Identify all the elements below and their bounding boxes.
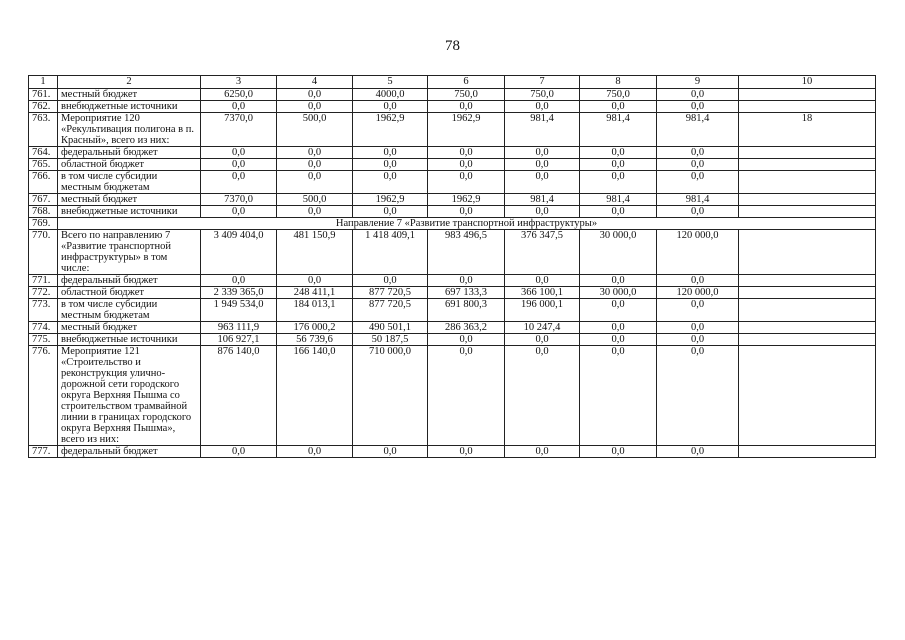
value-cell: 750,0 <box>428 89 505 101</box>
column-header: 2 <box>58 76 201 89</box>
row-number: 761. <box>29 89 58 101</box>
value-cell: 0,0 <box>657 346 739 446</box>
row-label: Всего по направлению 7 «Развитие транспортной инфраструктуры» в том числе: <box>58 230 201 275</box>
value-cell: 981,4 <box>657 113 739 147</box>
value-cell: 196 000,1 <box>505 299 580 322</box>
value-cell: 0,0 <box>505 171 580 194</box>
budget-table <box>28 75 876 458</box>
value-cell: 691 800,3 <box>428 299 505 322</box>
row-number: 763. <box>29 113 58 147</box>
table-row <box>29 194 876 206</box>
row-label: Мероприятие 120 «Рекультивация полигона в п. Красный», всего из них: <box>58 113 201 147</box>
value-cell: 877 720,5 <box>353 299 428 322</box>
table-row <box>29 101 876 113</box>
value-cell: 0,0 <box>277 89 353 101</box>
value-cell: 0,0 <box>201 171 277 194</box>
row-number: 771. <box>29 275 58 287</box>
column-header: 3 <box>201 76 277 89</box>
value-cell: 0,0 <box>580 346 657 446</box>
value-cell: 0,0 <box>277 171 353 194</box>
value-cell: 0,0 <box>580 299 657 322</box>
value-cell: 981,4 <box>580 194 657 206</box>
row-label: в том числе субсидии местным бюджетам <box>58 171 201 194</box>
value-cell: 0,0 <box>580 147 657 159</box>
value-cell: 0,0 <box>505 206 580 218</box>
value-cell: 50 187,5 <box>353 334 428 346</box>
value-cell: 697 133,3 <box>428 287 505 299</box>
value-cell: 0,0 <box>657 322 739 334</box>
value-cell: 963 111,9 <box>201 322 277 334</box>
table-row <box>29 322 876 334</box>
value-cell <box>739 275 876 287</box>
value-cell: 2 339 365,0 <box>201 287 277 299</box>
column-header: 1 <box>29 76 58 89</box>
value-cell: 120 000,0 <box>657 287 739 299</box>
row-label: внебюджетные источники <box>58 101 201 113</box>
row-number: 766. <box>29 171 58 194</box>
value-cell: 0,0 <box>428 446 505 458</box>
value-cell: 876 140,0 <box>201 346 277 446</box>
column-header: 10 <box>739 76 876 89</box>
value-cell: 0,0 <box>505 101 580 113</box>
value-cell: 1 949 534,0 <box>201 299 277 322</box>
value-cell: 248 411,1 <box>277 287 353 299</box>
value-cell: 0,0 <box>353 446 428 458</box>
value-cell: 490 501,1 <box>353 322 428 334</box>
value-cell: 0,0 <box>353 275 428 287</box>
value-cell: 0,0 <box>201 206 277 218</box>
column-header: 6 <box>428 76 505 89</box>
value-cell: 0,0 <box>657 147 739 159</box>
value-cell <box>739 194 876 206</box>
value-cell: 877 720,5 <box>353 287 428 299</box>
value-cell: 0,0 <box>353 147 428 159</box>
value-cell: 0,0 <box>353 206 428 218</box>
row-label: местный бюджет <box>58 194 201 206</box>
value-cell: 0,0 <box>505 159 580 171</box>
value-cell: 0,0 <box>428 147 505 159</box>
value-cell: 500,0 <box>277 113 353 147</box>
row-number: 774. <box>29 322 58 334</box>
value-cell <box>739 299 876 322</box>
value-cell: 0,0 <box>353 171 428 194</box>
table-row <box>29 89 876 101</box>
section-title: Направление 7 «Развитие транспортной инфраструктуры» <box>58 218 876 230</box>
value-cell: 0,0 <box>580 206 657 218</box>
value-cell: 0,0 <box>657 101 739 113</box>
row-number: 769. <box>29 218 58 230</box>
value-cell: 710 000,0 <box>353 346 428 446</box>
value-cell: 0,0 <box>277 206 353 218</box>
row-label: Мероприятие 121 «Строительство и реконструкция улично-дорожной сети городского округа Верхняя Пышма со строительством трамвайной линии в границах городского округа Верхняя Пышма», всего из них: <box>58 346 201 446</box>
value-cell: 981,4 <box>505 194 580 206</box>
value-cell: 0,0 <box>657 89 739 101</box>
value-cell: 0,0 <box>428 159 505 171</box>
page-number: 78 <box>445 38 460 54</box>
column-header: 8 <box>580 76 657 89</box>
column-header: 9 <box>657 76 739 89</box>
value-cell: 0,0 <box>428 334 505 346</box>
value-cell: 750,0 <box>505 89 580 101</box>
value-cell: 376 347,5 <box>505 230 580 275</box>
row-label: федеральный бюджет <box>58 147 201 159</box>
value-cell: 106 927,1 <box>201 334 277 346</box>
value-cell: 1962,9 <box>353 194 428 206</box>
value-cell: 750,0 <box>580 89 657 101</box>
value-cell: 0,0 <box>580 334 657 346</box>
value-cell <box>739 446 876 458</box>
value-cell: 0,0 <box>657 275 739 287</box>
value-cell: 184 013,1 <box>277 299 353 322</box>
value-cell: 286 363,2 <box>428 322 505 334</box>
row-number: 770. <box>29 230 58 275</box>
value-cell: 0,0 <box>353 159 428 171</box>
value-cell: 0,0 <box>277 159 353 171</box>
value-cell: 7370,0 <box>201 113 277 147</box>
row-label: в том числе субсидии местным бюджетам <box>58 299 201 322</box>
column-header: 7 <box>505 76 580 89</box>
table-row <box>29 446 876 458</box>
value-cell: 366 100,1 <box>505 287 580 299</box>
value-cell: 0,0 <box>428 101 505 113</box>
value-cell: 981,4 <box>657 194 739 206</box>
table-row <box>29 113 876 147</box>
value-cell: 0,0 <box>505 147 580 159</box>
value-cell: 0,0 <box>277 446 353 458</box>
value-cell: 0,0 <box>657 206 739 218</box>
row-label: федеральный бюджет <box>58 446 201 458</box>
value-cell: 981,4 <box>580 113 657 147</box>
value-cell: 176 000,2 <box>277 322 353 334</box>
value-cell: 10 247,4 <box>505 322 580 334</box>
value-cell: 1 418 409,1 <box>353 230 428 275</box>
value-cell: 0,0 <box>505 346 580 446</box>
value-cell: 0,0 <box>277 101 353 113</box>
row-number: 762. <box>29 101 58 113</box>
value-cell <box>739 147 876 159</box>
value-cell: 0,0 <box>580 159 657 171</box>
value-cell: 481 150,9 <box>277 230 353 275</box>
value-cell: 7370,0 <box>201 194 277 206</box>
value-cell <box>739 346 876 446</box>
value-cell: 4000,0 <box>353 89 428 101</box>
value-cell: 0,0 <box>657 299 739 322</box>
value-cell: 0,0 <box>657 171 739 194</box>
value-cell <box>739 230 876 275</box>
row-number: 768. <box>29 206 58 218</box>
table-row <box>29 230 876 275</box>
value-cell: 0,0 <box>353 101 428 113</box>
value-cell: 0,0 <box>201 446 277 458</box>
value-cell <box>739 171 876 194</box>
value-cell: 6250,0 <box>201 89 277 101</box>
value-cell: 0,0 <box>505 334 580 346</box>
table-row <box>29 147 876 159</box>
value-cell: 0,0 <box>201 147 277 159</box>
value-cell <box>739 334 876 346</box>
row-number: 773. <box>29 299 58 322</box>
value-cell: 18 <box>739 113 876 147</box>
value-cell: 0,0 <box>580 275 657 287</box>
value-cell <box>739 206 876 218</box>
value-cell: 0,0 <box>277 147 353 159</box>
section-row <box>29 218 876 230</box>
row-label: местный бюджет <box>58 89 201 101</box>
value-cell: 500,0 <box>277 194 353 206</box>
value-cell: 0,0 <box>201 159 277 171</box>
value-cell: 56 739,6 <box>277 334 353 346</box>
row-label: областной бюджет <box>58 159 201 171</box>
table-row <box>29 171 876 194</box>
table-row <box>29 299 876 322</box>
value-cell: 0,0 <box>580 171 657 194</box>
value-cell: 0,0 <box>428 346 505 446</box>
value-cell: 0,0 <box>428 171 505 194</box>
value-cell: 0,0 <box>505 275 580 287</box>
value-cell: 0,0 <box>657 159 739 171</box>
table-row <box>29 287 876 299</box>
value-cell: 981,4 <box>505 113 580 147</box>
value-cell: 0,0 <box>580 101 657 113</box>
value-cell: 30 000,0 <box>580 287 657 299</box>
table-row <box>29 159 876 171</box>
row-label: федеральный бюджет <box>58 275 201 287</box>
row-number: 767. <box>29 194 58 206</box>
value-cell <box>739 322 876 334</box>
value-cell: 1962,9 <box>428 194 505 206</box>
value-cell: 1962,9 <box>428 113 505 147</box>
row-label: областной бюджет <box>58 287 201 299</box>
value-cell: 0,0 <box>580 322 657 334</box>
value-cell <box>739 89 876 101</box>
value-cell: 0,0 <box>657 334 739 346</box>
table-header-row <box>29 76 876 89</box>
value-cell: 0,0 <box>505 446 580 458</box>
value-cell: 120 000,0 <box>657 230 739 275</box>
value-cell: 3 409 404,0 <box>201 230 277 275</box>
row-number: 776. <box>29 346 58 446</box>
column-header: 5 <box>353 76 428 89</box>
table-row <box>29 206 876 218</box>
row-number: 772. <box>29 287 58 299</box>
value-cell: 0,0 <box>428 275 505 287</box>
value-cell: 0,0 <box>201 275 277 287</box>
table-row <box>29 275 876 287</box>
value-cell: 0,0 <box>428 206 505 218</box>
row-label: внебюджетные источники <box>58 334 201 346</box>
value-cell: 0,0 <box>201 101 277 113</box>
row-number: 775. <box>29 334 58 346</box>
row-label: внебюджетные источники <box>58 206 201 218</box>
value-cell: 166 140,0 <box>277 346 353 446</box>
value-cell: 1962,9 <box>353 113 428 147</box>
row-number: 777. <box>29 446 58 458</box>
row-label: местный бюджет <box>58 322 201 334</box>
value-cell <box>739 159 876 171</box>
value-cell: 0,0 <box>580 446 657 458</box>
row-number: 764. <box>29 147 58 159</box>
value-cell <box>739 287 876 299</box>
value-cell <box>739 101 876 113</box>
value-cell: 0,0 <box>657 446 739 458</box>
row-number: 765. <box>29 159 58 171</box>
value-cell: 0,0 <box>277 275 353 287</box>
value-cell: 983 496,5 <box>428 230 505 275</box>
column-header: 4 <box>277 76 353 89</box>
table-row <box>29 334 876 346</box>
table-row <box>29 346 876 446</box>
value-cell: 30 000,0 <box>580 230 657 275</box>
